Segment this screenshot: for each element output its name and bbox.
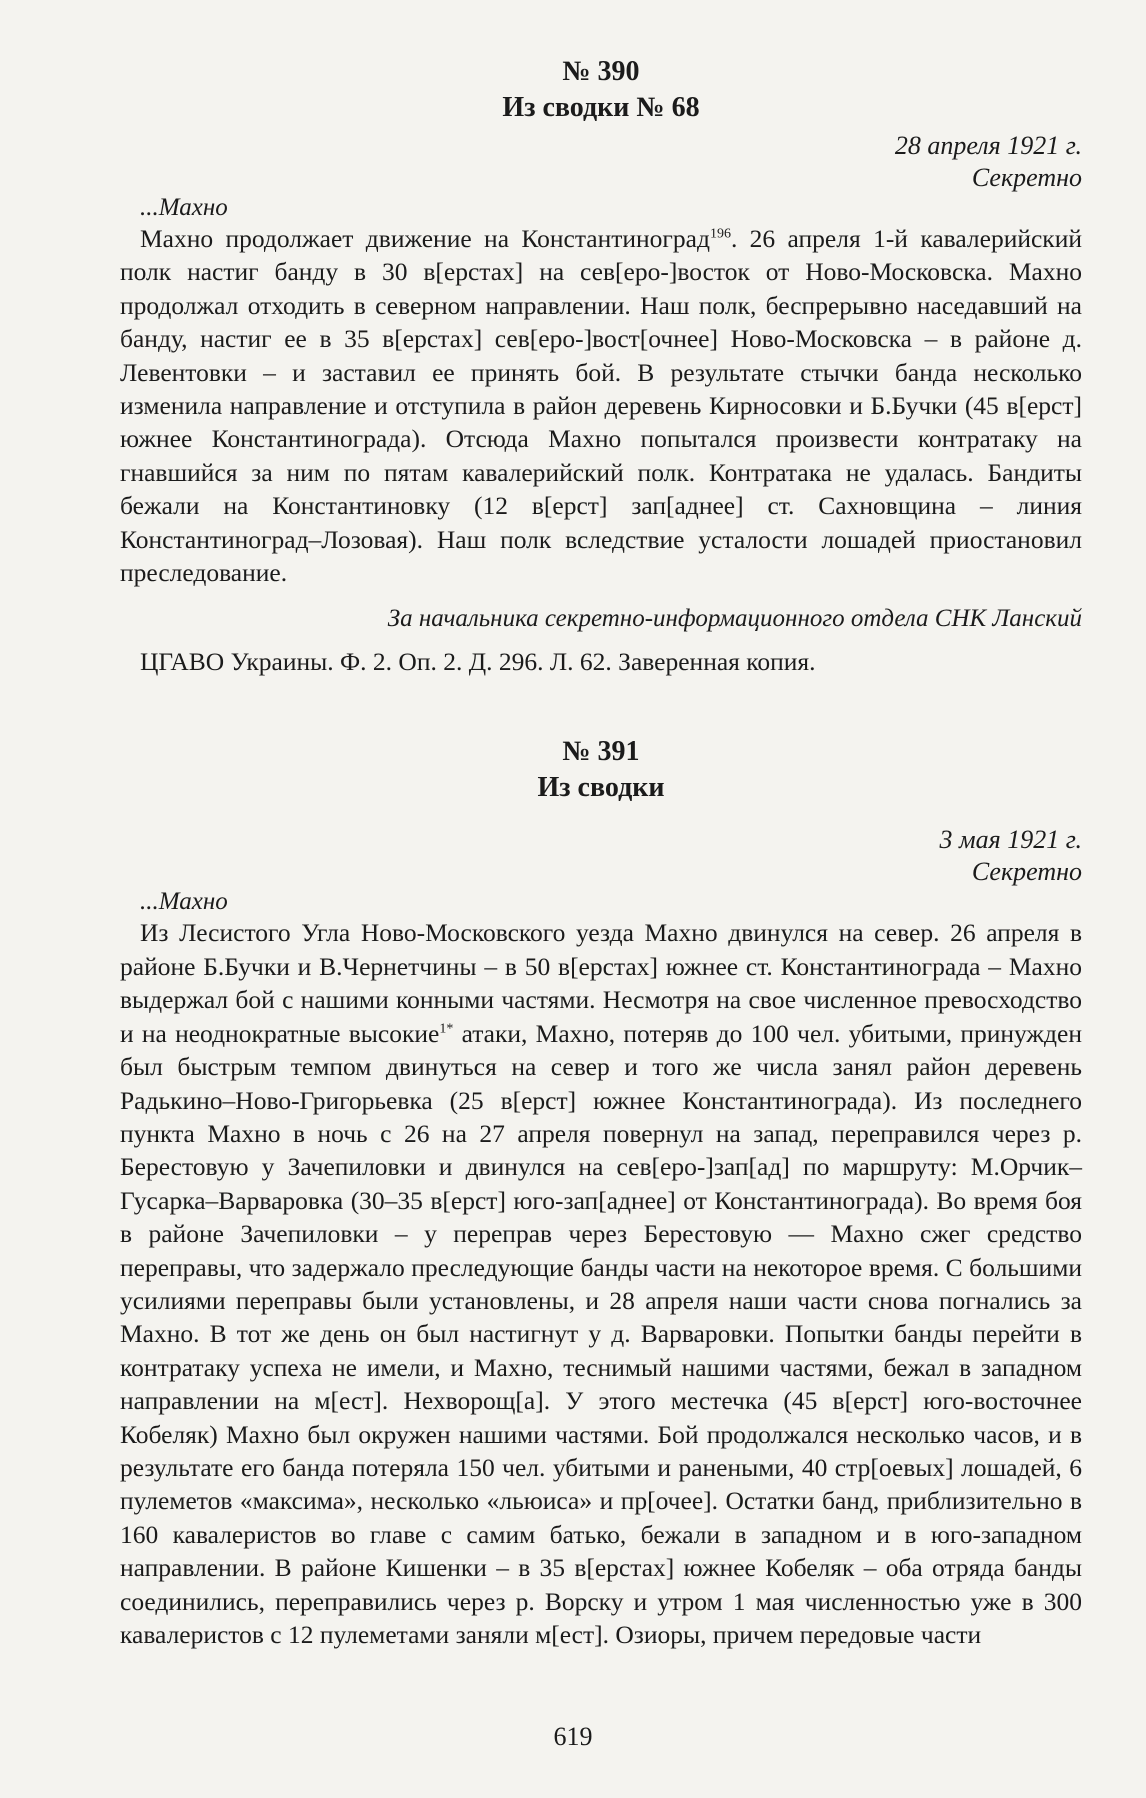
subject-heading: ...Махно <box>140 888 228 916</box>
body-text-part-1: Махно продолжает движение на Константиноград <box>140 224 710 253</box>
document-body <box>120 222 1082 589</box>
document-number: № 390 <box>562 56 640 87</box>
document-number: № 391 <box>562 736 640 768</box>
document-date: 3 мая 1921 г. <box>939 825 1082 855</box>
body-text-part-2: атаки, Махно, потеряв до 100 чел. убитыми, принужден был быстрым темпом двинуться на север и того же числа занял район деревень Радькино–Ново-Григорьевка (25 в[ерст] южнее Константинограда). Из последнего пункта Махно в ночь с 26 на 27 апреля повернул на запад, переправился через р. Берестовую у Зачепиловки и двинулся на сев[еро-]зап[ад] по маршруту: М.Орчик–Гусарка–Варваровка (30–35 в[ерст] юго-зап[аднее] от Константинограда). Во время боя в районе Зачепиловки – у переправ через Берестовую — Махно сжег средство переправы, что задержало преследующие банды части на некоторое время. С большими усилиями переправы были установлены, и 28 апреля наши части снова погнались за Махно. В тот же день он был настигнут у д. Варваровки. Попытки банды перейти в контратаку успеха не имели, и Махно, теснимый нашими частями, бежал в западном направлении на м[ест]. Нехворощ[а]. У этого местечка (45 в[ерст] юго-восточнее Кобеляк) Махно был окружен нашими частями. Бой продолжался несколько часов, и в результате его банда потеряла 150 чел. убитыми и ранеными, 40 стр[оевых] лошадей, 6 пулеметов «максима», несколько «льюиса» и пр[очее]. Остатки банд, приблизительно в 160 кавалеристов во главе с самим батько, бежали в западном и в юго-западном направлении. В районе Кишенки – в 35 в[ерстах] южнее Кобеляк – оба отряда банды соединились, переправились через р. Ворску и утром 1 мая численностью уже в 300 кавалеристов с 12 пулеметами заняли м[ест]. Озиоры, причем передовые части <box>120 1018 1082 1649</box>
page-content <box>120 54 1082 1651</box>
page-number: 619 <box>553 1722 593 1751</box>
footnote-reference: 196 <box>709 226 731 242</box>
body-text-part-2: . 26 апреля 1-й кавалерийский полк настиг банду в 30 в[ерстах] на сев[еро-]восток от Ново-Московска. Махно продолжал отходить в северном направлении. Наш полк, беспрерывно наседавший на банду, настиг ее в 35 в[ерстах] сев[еро-]вост[очнее] Ново-Московска – в районе д. Левентовки – и заставил ее принять бой. В результате стычки банда несколько изменила направление и отступила в район деревень Кирносовки и Б.Бучки (45 в[ерст] южнее Константинограда). Отсюда Махно попытался произвести контратаку на гнавшийся за ним по пятам кавалерийский полк. Контратака не удалась. Бандиты бежали на Константиновку (12 в[ерст] зап[аднее] ст. Сахновщина – линия Константиноград–Лозовая). Наш полк вследствие усталости лошадей приостановил преследование. <box>120 224 1082 588</box>
document-title: Из сводки <box>537 772 665 804</box>
document-391 <box>120 734 1082 1651</box>
signature-line: За начальника секретно-информационного отдела СНК Ланский <box>387 605 1082 633</box>
document-390 <box>120 54 1082 678</box>
subject-heading: ...Махно <box>140 194 228 221</box>
footnote-reference: 1* <box>439 1021 454 1037</box>
document-date: 28 апреля 1921 г. <box>894 131 1082 160</box>
document-title: Из сводки № 68 <box>502 92 700 123</box>
classification-mark: Секретно <box>971 163 1082 192</box>
archive-source: ЦГАВО Украины. Ф. 2. Оп. 2. Д. 296. Л. 62. Заверенная копия. <box>140 647 816 677</box>
document-body <box>120 916 1082 1651</box>
body-text-part-1: Из Лесистого Угла Ново-Московского уезда Махно двинулся на север. 26 апреля в районе Б.Бучки и В.Чернетчины – в 50 в[ерстах] южнее ст. Константинограда – Махно выдержал бой с нашими конными частями. Несмотря на свое численное превосходство и на неоднократные высокие <box>120 918 1082 1048</box>
classification-mark: Секретно <box>971 857 1082 887</box>
